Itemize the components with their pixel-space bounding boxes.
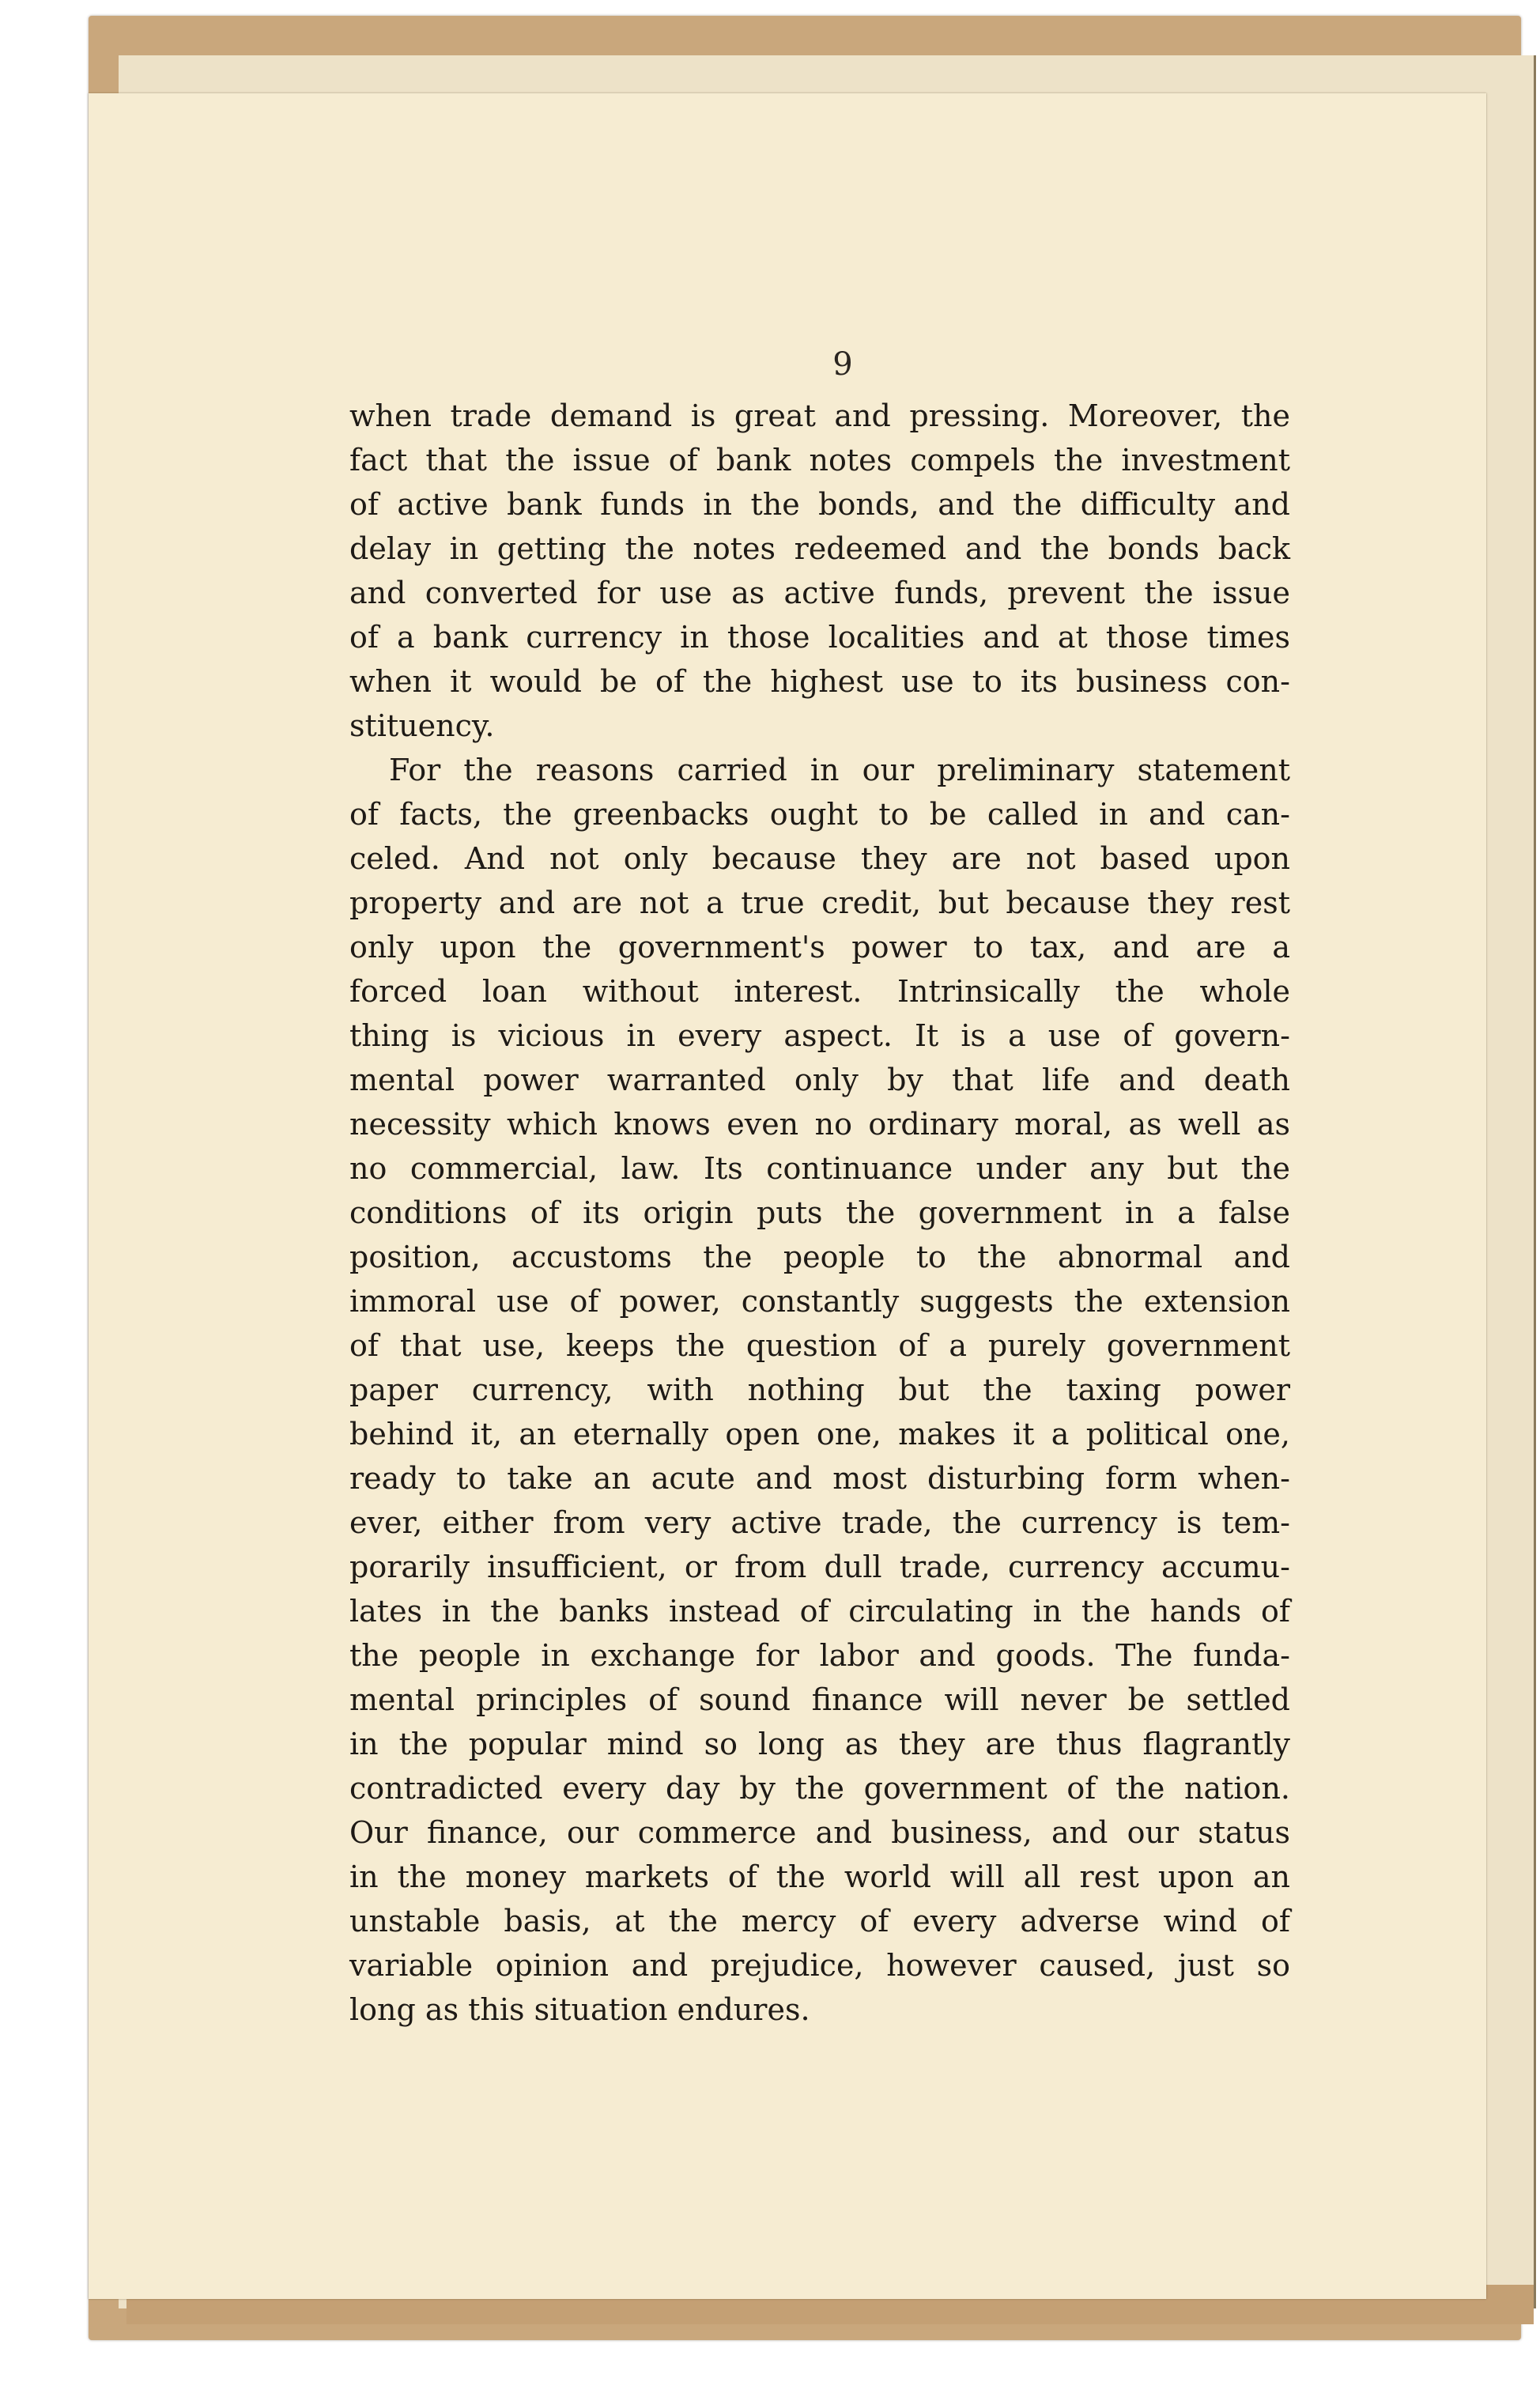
text-line: ready to take an acute and most disturbing form when- bbox=[349, 1461, 1290, 1496]
text-line: the people in exchange for labor and goods. The funda- bbox=[349, 1638, 1290, 1673]
text-line: fact that the issue of bank notes compels the investment bbox=[349, 443, 1290, 478]
text-line: when it would be of the highest use to its business con- bbox=[349, 664, 1290, 699]
text-line: and converted for use as active funds, prevent the issue bbox=[349, 576, 1290, 610]
text-line: necessity which knows even no ordinary moral, as well as bbox=[349, 1107, 1290, 1142]
text-line: long as this situation endures. bbox=[349, 1992, 810, 2027]
text-line: position, accustoms the people to the abnormal and bbox=[349, 1240, 1290, 1274]
text-line: variable opinion and prejudice, however caused, just so bbox=[349, 1948, 1290, 1983]
page-number: 9 bbox=[832, 346, 853, 383]
body-text bbox=[349, 394, 1290, 2032]
text-line: conditions of its origin puts the government in a false bbox=[349, 1195, 1290, 1230]
text-line: unstable basis, at the mercy of every adverse wind of bbox=[349, 1904, 1290, 1938]
text-line: mental power warranted only by that life and death bbox=[349, 1063, 1290, 1097]
text-line: of a bank currency in those localities and at those times bbox=[349, 620, 1290, 655]
text-line: celed. And not only because they are not based upon bbox=[349, 841, 1290, 876]
text-line: stituency. bbox=[349, 708, 495, 743]
text-line: behind it, an eternally open one, makes it a political one, bbox=[349, 1417, 1290, 1451]
text-line: property and are not a true credit, but because they rest bbox=[349, 885, 1290, 920]
text-line: For the reasons carried in our preliminary statement bbox=[389, 753, 1290, 787]
text-line: porarily insufficient, or from dull trade, currency accumu- bbox=[349, 1550, 1290, 1584]
text-line: of active bank funds in the bonds, and the difficulty and bbox=[349, 487, 1290, 522]
text-line: in the popular mind so long as they are thus flagrantly bbox=[349, 1727, 1290, 1761]
text-line: immoral use of power, constantly suggests the extension bbox=[349, 1284, 1290, 1319]
front-page bbox=[89, 93, 1486, 2299]
text-line: when trade demand is great and pressing. Moreover, the bbox=[349, 398, 1290, 433]
text-line: contradicted every day by the government of the nation. bbox=[349, 1771, 1290, 1806]
text-line: in the money markets of the world will all rest upon an bbox=[349, 1859, 1290, 1894]
text-line: mental principles of sound finance will never be settled bbox=[349, 1682, 1290, 1717]
text-line: delay in getting the notes redeemed and the bonds back bbox=[349, 531, 1290, 566]
text-line: paper currency, with nothing but the taxing power bbox=[349, 1372, 1290, 1407]
text-line: ever, either from very active trade, the currency is tem- bbox=[349, 1505, 1290, 1540]
text-line: of facts, the greenbacks ought to be called in and can- bbox=[349, 797, 1290, 832]
text-line: Our finance, our commerce and business, and our status bbox=[349, 1815, 1290, 1850]
text-line: thing is vicious in every aspect. It is a use of govern- bbox=[349, 1018, 1290, 1053]
text-line: lates in the banks instead of circulating in the hands of bbox=[349, 1594, 1290, 1629]
text-line: forced loan without interest. Intrinsically the whole bbox=[349, 974, 1290, 1009]
text-line: no commercial, law. Its continuance under any but the bbox=[349, 1151, 1290, 1186]
text-line: of that use, keeps the question of a purely government bbox=[349, 1328, 1290, 1363]
text-line: only upon the government's power to tax, and are a bbox=[349, 930, 1290, 965]
